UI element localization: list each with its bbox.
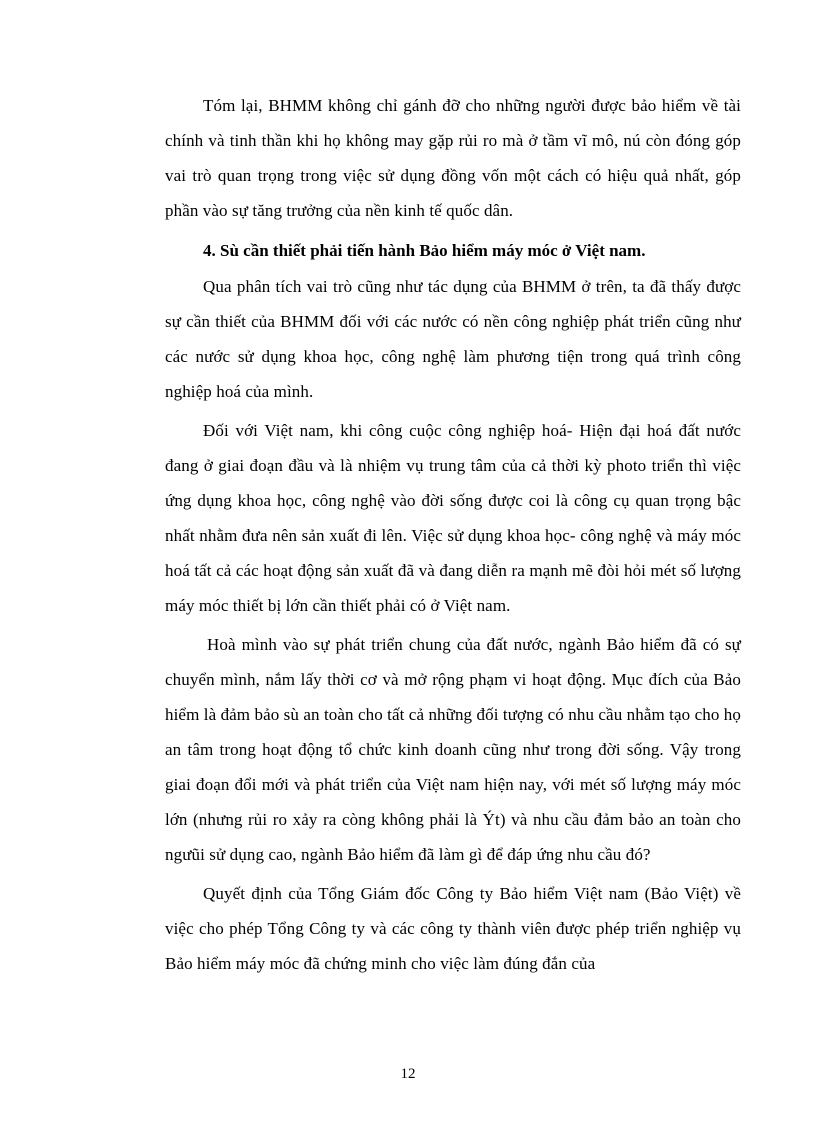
- section-heading: 4. Sù cần thiết phải tiến hành Bảo hiểm máy móc ở Việt nam.: [203, 241, 646, 260]
- paragraph-analysis: Qua phân tích vai trò cũng như tác dụng của BHMM ở trên, ta đã thấy được sự cần thiết của BHMM đối với các nước có nền công nghiệp phát triển cũng như các nước sử dụng khoa học, công nghệ làm phương tiện trong quá trình công nghiệp hoá của mình.: [165, 277, 741, 401]
- paragraph-summary: Tóm lại, BHMM không chỉ gánh đỡ cho những người được bảo hiểm về tài chính và tinh thần khi họ không may gặp rủi ro mà ở tầm vĩ mô, nú còn đóng góp vai trò quan trọng trong việc sử dụng đồng vốn một cách có hiệu quả nhất, góp phần vào sự tăng trưởng của nền kinh tế quốc dân.: [165, 96, 741, 220]
- page-content: [165, 88, 741, 985]
- paragraph-insurance-development: Hoà mình vào sự phát triển chung của đất nước, ngành Bảo hiểm đã có sự chuyển mình, nắm lấy thời cơ và mở rộng phạm vi hoạt động. Mục đích của Bảo hiểm là đảm bảo sù an toàn cho tất cả những đối tượng có nhu cầu nhằm tạo cho họ an tâm trong hoạt động tổ chức kinh doanh cũng như trong đời sống. Vậy trong giai đoạn đổi mới và phát triển của Việt nam hiện nay, với mét số lượng máy móc lớn (nhưng rủi ro xảy ra còng không phải là Ýt) và nhu cầu đảm bảo an toàn cho ngưũi sử dụng cao, ngành Bảo hiểm đã làm gì để đáp ứng nhu cầu đó?: [165, 635, 741, 864]
- page-number: 12: [400, 1066, 416, 1082]
- paragraph-vietnam-industrialization: Đối với Việt nam, khi công cuộc công nghiệp hoá- Hiện đại hoá đất nước đang ở giai đoạn đầu và là nhiệm vụ trung tâm của cả thời kỳ photo triển thì việc ứng dụng khoa học, công nghệ vào đời sống được coi là công cụ quan trọng bậc nhất nhằm đưa nên sản xuất đi lên. Việc sử dụng khoa học- công nghệ và máy móc hoá tất cả các hoạt động sản xuất đã và đang diễn ra mạnh mẽ đòi hỏi mét số lượng máy móc thiết bị lớn cần thiết phải có ở Việt nam.: [165, 421, 741, 615]
- paragraph-decision: Quyết định của Tổng Giám đốc Công ty Bảo hiểm Việt nam (Bảo Việt) về việc cho phép Tổng Công ty và các công ty thành viên được phép triển nghiệp vụ Bảo hiểm máy móc đã chứng minh cho việc làm đúng đắn của: [165, 884, 741, 973]
